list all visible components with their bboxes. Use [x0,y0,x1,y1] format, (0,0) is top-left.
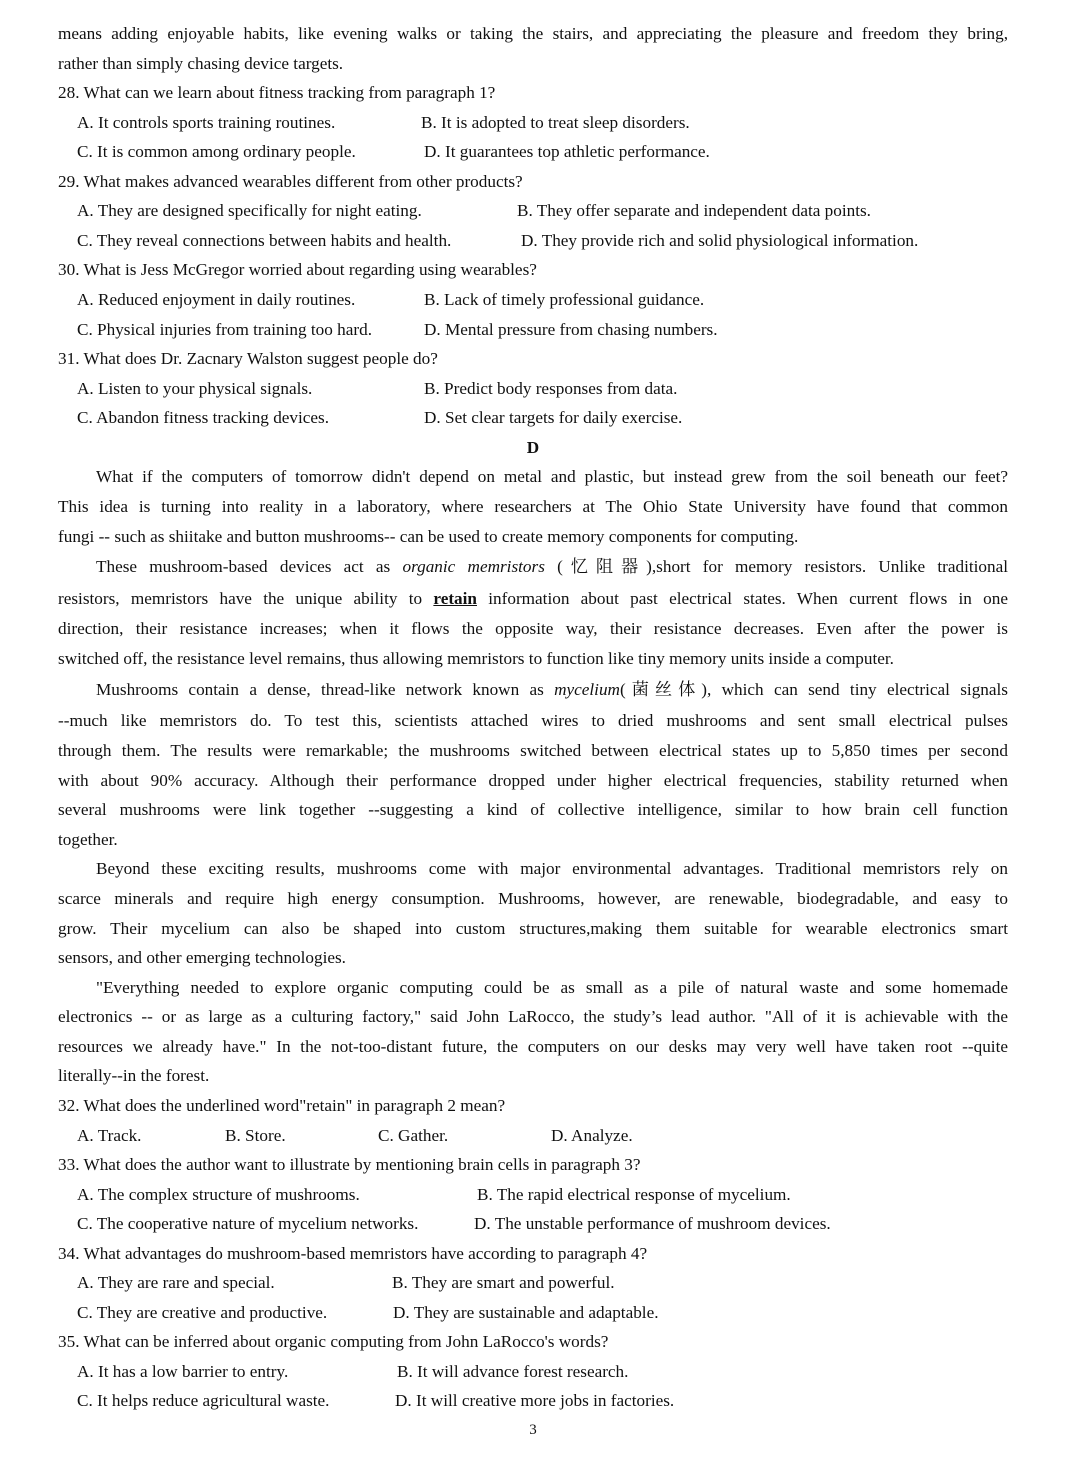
option-a: A. Listen to your physical signals. [77,379,313,398]
question-stem: 32. What does the underlined word"retain" in paragraph 2 mean? [58,1096,506,1115]
question-stem: 33. What does the author want to illustrate by mentioning brain cells in paragraph 3? [58,1155,641,1174]
passage-line [96,680,1008,700]
underlined-word-retain: retain [433,589,477,608]
question-stem: 34. What advantages do mushroom-based memristors have according to paragraph 4? [58,1244,648,1263]
option-c: C. Abandon fitness tracking devices. [77,408,330,427]
term-mycelium: mycelium [554,680,620,699]
question-stem: 29. What makes advanced wearables different from other products? [58,172,523,191]
option-c: C. They reveal connections between habits and health. [77,231,452,250]
option-d: D. The unstable performance of mushroom devices. [474,1214,831,1233]
option-b: B. Lack of timely professional guidance. [424,290,705,309]
passage-line: several mushrooms were link together --suggesting a kind of collective intelligence, similar to how brain cell function [58,800,1008,819]
option-d: D. Set clear targets for daily exercise. [424,408,683,427]
passage-line: grow. Their mycelium can also be shaped into custom structures,making them suitable for wearable electronics smart [58,919,1008,938]
passage-line: sensors, and other emerging technologies. [58,948,346,967]
option-d: D. It guarantees top athletic performance. [424,142,710,161]
option-c: C. Gather. [378,1126,449,1145]
section-title: D [526,438,540,457]
passage-line: resources we already have." In the not-too-distant future, the computers on our desks may very well have taken root --quite [58,1037,1008,1056]
text: (菌丝体), which can send tiny electrical signals [619,680,1008,699]
passage-line: together. [58,830,118,849]
page-number: 3 [529,1422,537,1438]
option-a: A. They are rare and special. [77,1273,275,1292]
option-a: A. Reduced enjoyment in daily routines. [77,290,356,309]
option-d: D. It will creative more jobs in factories. [395,1391,675,1410]
option-b: B. It will advance forest research. [397,1362,629,1381]
option-a: A. It has a low barrier to entry. [77,1362,289,1381]
passage-line: switched off, the resistance level remains, thus allowing memristors to function like tiny memory units inside a computer. [58,649,894,668]
question-stem: 35. What can be inferred about organic computing from John LaRocco's words? [58,1332,609,1351]
option-d: D. Analyze. [551,1126,633,1145]
passage-line: electronics -- or as large as a culturing factory," said John LaRocco, the study’s lead author. "All of it is achievable with the [58,1007,1008,1026]
passage-line: through them. The results were remarkable; the mushrooms switched between electrical states up to 5,850 times per second [58,741,1008,760]
text: (忆阻器),short for memory resistors. Unlike traditional [544,557,1008,576]
option-d: D. They are sustainable and adaptable. [393,1303,659,1322]
carryover-line: rather than simply chasing device targets. [58,54,344,73]
passage-line: with about 90% accuracy. Although their performance dropped under higher electrical frequencies, stability returned when [58,771,1008,790]
option-d: D. Mental pressure from chasing numbers. [424,320,718,339]
option-b: B. The rapid electrical response of mycelium. [477,1185,791,1204]
text: These mushroom-based devices act as [96,557,403,576]
question-stem: 28. What can we learn about fitness tracking from paragraph 1? [58,83,496,102]
passage-line: fungi -- such as shiitake and button mushrooms-- can be used to create memory components for computing. [58,527,799,546]
option-a: A. Track. [77,1126,142,1145]
passage-line: What if the computers of tomorrow didn't depend on metal and plastic, but instead grew from the soil beneath our feet? [96,467,1008,486]
option-c: C. The cooperative nature of mycelium networks. [77,1214,419,1233]
passage-line: Beyond these exciting results, mushrooms come with major environmental advantages. Traditional memristors rely on [96,859,1008,878]
passage-line: "Everything needed to explore organic computing could be as small as a pile of natural waste and some homemade [96,978,1008,997]
option-b: B. It is adopted to treat sleep disorders. [421,113,690,132]
passage-line [96,557,1008,577]
option-d: D. They provide rich and solid physiological information. [521,231,919,250]
term-organic-memristors: organic memristors [402,557,545,576]
passage-line: direction, their resistance increases; when it flows the opposite way, their resistance decreases. Even after the power is [58,619,1008,638]
carryover-line: means adding enjoyable habits, like evening walks or taking the stairs, and appreciating the pleasure and freedom they bring, [58,24,1008,43]
question-stem: 30. What is Jess McGregor worried about regarding using wearables? [58,260,537,279]
passage-line [58,589,1008,609]
option-b: B. They offer separate and independent data points. [517,201,871,220]
option-b: B. Predict body responses from data. [424,379,678,398]
passage-line: --much like memristors do. To test this, scientists attached wires to dried mushrooms and sent small electrical pulses [58,711,1008,730]
text: resistors, memristors have the unique ability to [58,589,434,608]
passage-line: scarce minerals and require high energy consumption. Mushrooms, however, are renewable, biodegradable, and easy to [58,889,1008,908]
option-c: C. Physical injuries from training too hard. [77,320,373,339]
option-b: B. They are smart and powerful. [392,1273,615,1292]
option-b: B. Store. [225,1126,286,1145]
text: information about past electrical states. When current flows in one [476,589,1008,608]
option-c: C. They are creative and productive. [77,1303,328,1322]
option-c: C. It helps reduce agricultural waste. [77,1391,330,1410]
option-a: A. The complex structure of mushrooms. [77,1185,360,1204]
question-stem: 31. What does Dr. Zacnary Walston suggest people do? [58,349,438,368]
passage-line: literally--in the forest. [58,1066,210,1085]
option-a: A. It controls sports training routines. [77,113,336,132]
option-c: C. It is common among ordinary people. [77,142,356,161]
option-a: A. They are designed specifically for night eating. [77,201,422,220]
passage-line: This idea is turning into reality in a laboratory, where researchers at The Ohio State University have found that common [58,497,1008,516]
text: Mushrooms contain a dense, thread-like network known as [96,680,555,699]
